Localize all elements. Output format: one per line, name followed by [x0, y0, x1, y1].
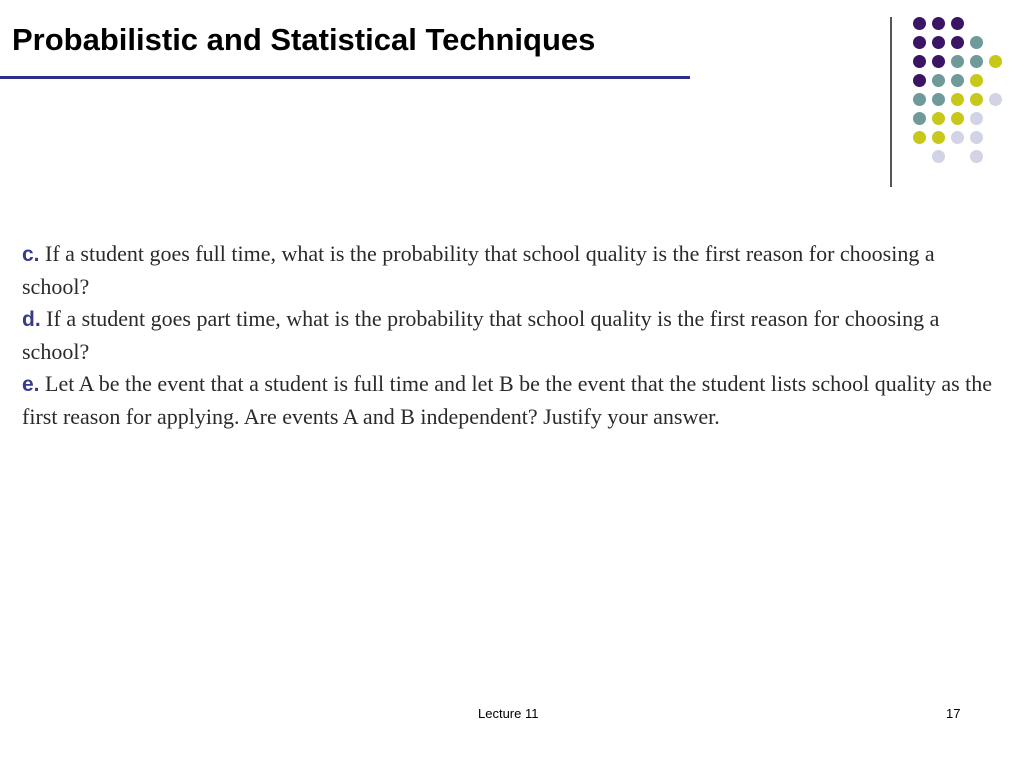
- question-label-d: d.: [22, 308, 41, 331]
- decorative-dot: [913, 131, 926, 144]
- decorative-dot: [951, 131, 964, 144]
- decorative-dot: [932, 150, 945, 163]
- page-number: 17: [946, 706, 961, 721]
- decorative-dot: [989, 55, 1002, 68]
- decorative-dot: [913, 36, 926, 49]
- decorative-dot: [951, 17, 964, 30]
- decorative-dot: [913, 74, 926, 87]
- question-label-c: c.: [22, 243, 40, 266]
- question-text-e: Let A be the event that a student is full time and let B be the event that the student lists school quality as the first reason for applying. Are events A and B independent? Justify your answer.: [22, 371, 993, 429]
- question-item-d: [22, 303, 1002, 368]
- decorative-dot: [932, 131, 945, 144]
- decorative-dot: [970, 36, 983, 49]
- decorative-dot: [932, 36, 945, 49]
- decorative-dot: [951, 74, 964, 87]
- decorative-dot: [951, 36, 964, 49]
- decorative-dot: [970, 55, 983, 68]
- question-text-d: If a student goes part time, what is the probability that school quality is the first reason for choosing a school?: [22, 306, 940, 364]
- decorative-dot: [970, 131, 983, 144]
- question-item-e: [22, 368, 1002, 433]
- decorative-dot: [913, 17, 926, 30]
- slide-title: Probabilistic and Statistical Techniques: [12, 22, 596, 57]
- decorative-dot: [970, 150, 983, 163]
- decorative-dot: [913, 55, 926, 68]
- decorative-dot: [951, 55, 964, 68]
- decorative-dot: [951, 93, 964, 106]
- decorative-dot: [932, 17, 945, 30]
- vertical-divider: [890, 17, 892, 187]
- decorative-dot: [932, 74, 945, 87]
- decorative-dot: [913, 112, 926, 125]
- question-text: [22, 238, 1002, 433]
- title-underline: [0, 76, 690, 79]
- decorative-dot: [951, 112, 964, 125]
- decorative-dot: [970, 74, 983, 87]
- footer-lecture: Lecture 11: [478, 706, 539, 721]
- question-item-c: [22, 238, 1002, 303]
- decorative-dot: [989, 93, 1002, 106]
- decorative-dot: [932, 112, 945, 125]
- question-label-e: e.: [22, 373, 40, 396]
- decorative-dot: [932, 93, 945, 106]
- decorative-dot: [932, 55, 945, 68]
- question-text-c: If a student goes full time, what is the probability that school quality is the first reason for choosing a school?: [22, 241, 935, 299]
- decorative-dot: [970, 112, 983, 125]
- decorative-dot: [970, 93, 983, 106]
- decorative-dot: [913, 93, 926, 106]
